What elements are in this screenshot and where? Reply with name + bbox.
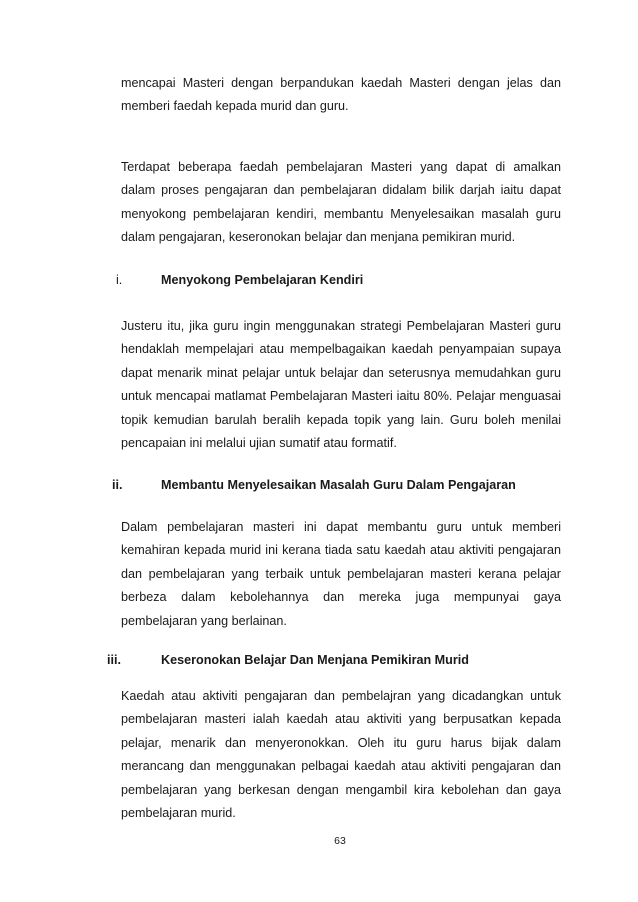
paragraph-intro: mencapai Masteri dengan berpandukan kaedah Masteri dengan jelas dan memberi faedah kepada murid dan guru.: [121, 76, 561, 114]
paragraph-section-3: Kaedah atau aktiviti pengajaran dan pembelajran yang dicadangkan untuk pembelajaran masteri ialah kaedah atau aktiviti yang berpusatkan kepada pelajar, menarik dan menyeronokkan. Oleh itu guru harus bijak dalam merancang dan menggunakan pelbagai kaedah atau aktiviti pengajaran dan pembelajaran yang berkesan dengan mengambil kira kebolehan dan gaya pembelajaran murid.: [121, 689, 561, 821]
section-heading-2: Membantu Menyelesaikan Masalah Guru Dalam Pengajaran: [161, 478, 516, 492]
section-heading-3: Keseronokan Belajar Dan Menjana Pemikiran Murid: [161, 653, 469, 667]
paragraph-section-1: Justeru itu, jika guru ingin menggunakan strategi Pembelajaran Masteri guru hendaklah mempelajari atau mempelbagaikan kaedah penyampaian supaya dapat menarik minat pelajar untuk belajar dan seterusnya memudahkan guru untuk mencapai matlamat Pembelajaran Masteri iaitu 80%. Pelajar menguasai topik kemudian barulah beralih kepada topik yang lain. Guru boleh menilai pencapaian ini melalui ujian sumatif atau formatif.: [121, 319, 561, 451]
section-number-2: ii.: [112, 478, 123, 492]
paragraph-benefits: Terdapat beberapa faedah pembelajaran Masteri yang dapat di amalkan dalam proses pengajaran dan pembelajaran didalam bilik darjah iaitu dapat menyokong pembelajaran kendiri, membantu Menyelesaikan masalah guru dalam pengajaran, keseronokan belajar dan menjana pemikiran murid.: [121, 160, 561, 245]
section-heading-1: Menyokong Pembelajaran Kendiri: [161, 273, 364, 287]
page-number: 63: [334, 835, 346, 847]
paragraph-section-2: Dalam pembelajaran masteri ini dapat membantu guru untuk memberi kemahiran kepada murid ini kerana tiada satu kaedah atau aktiviti pengajaran dan pembelajaran yang terbaik untuk pembelajaran masteri kerana pelajar berbeza dalam kebolehannya dan mereka juga mempunyai gaya pembelajaran yang berlainan.: [121, 520, 561, 628]
section-number-3: iii.: [107, 653, 121, 667]
section-number-1: i.: [116, 273, 123, 287]
